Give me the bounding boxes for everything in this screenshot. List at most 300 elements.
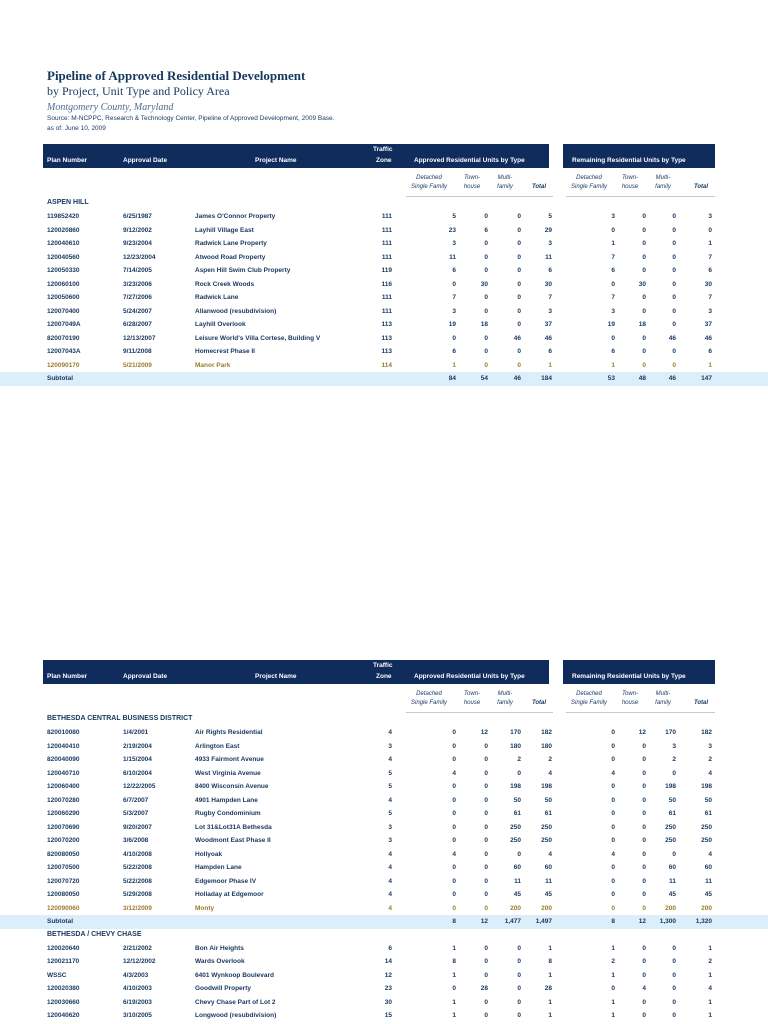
plan-number: 120090060 (47, 904, 80, 912)
approved-detached: 0 (452, 729, 456, 736)
col-remaining-group: Remaining Residential Units by Type (572, 673, 686, 680)
subtotal-remaining-multifamily: 1,300 (659, 918, 676, 925)
approved-total: 7 (548, 294, 552, 301)
report-header (47, 68, 334, 134)
project-name: Leisure World's Villa Cortese, Building V (195, 334, 321, 342)
traffic-zone: 12 (384, 971, 392, 979)
subheader-rule-approved (406, 196, 553, 197)
approval-date: 1/15/2004 (123, 756, 152, 763)
remaining-total: 2 (708, 958, 712, 965)
remaining-townhouse: 0 (642, 810, 646, 817)
approved-detached: 0 (452, 280, 456, 288)
remaining-multifamily: 0 (672, 280, 676, 288)
approved-total: 11 (545, 877, 552, 885)
approved-townhouse: 0 (484, 307, 488, 315)
approved-detached: 0 (452, 823, 456, 831)
project-name: Bon Air Heights (195, 944, 244, 952)
project-name: Longwood (resubdivision) (195, 1012, 277, 1019)
approved-total: 4 (548, 769, 552, 777)
remaining-total: 1 (708, 361, 712, 369)
remaining-detached: 19 (607, 321, 615, 328)
project-name: Edgemoor Phase IV (195, 877, 257, 885)
plan-number: 12007043A (47, 348, 81, 355)
approval-date: 5/22/2008 (123, 877, 152, 885)
remaining-townhouse: 0 (642, 796, 646, 804)
policy-area-name: BETHESDA / CHEVY CHASE (47, 930, 142, 938)
approved-detached: 0 (452, 796, 456, 804)
approval-date: 2/21/2002 (123, 944, 152, 952)
subtotal-approved-detached: 84 (448, 375, 456, 382)
table-row (0, 264, 768, 278)
approved-townhouse: 0 (484, 796, 488, 804)
subtotal-row (0, 372, 768, 386)
traffic-zone: 5 (388, 810, 392, 817)
traffic-zone: 4 (388, 904, 392, 912)
subheader-rule-remaining (566, 196, 715, 197)
table-row (0, 767, 768, 781)
subtotal-label: Subtotal (47, 375, 73, 382)
remaining-townhouse: 0 (642, 307, 646, 315)
sub-town-remaining: Town- house (621, 175, 639, 190)
remaining-multifamily: 0 (672, 958, 676, 965)
approved-detached: 0 (452, 891, 456, 898)
plan-number: 120060100 (47, 280, 80, 288)
table-row (0, 780, 768, 794)
approved-detached: 0 (452, 756, 456, 763)
approved-total: 1 (548, 971, 552, 979)
remaining-multifamily: 0 (672, 850, 676, 858)
approved-detached: 1 (452, 971, 456, 979)
plan-number: 120040620 (47, 1012, 80, 1019)
remaining-total: 182 (701, 729, 712, 736)
remaining-detached: 4 (611, 850, 615, 858)
approval-date: 3/10/2005 (123, 1012, 152, 1019)
plan-number: 120020380 (47, 985, 80, 992)
table-row (0, 942, 768, 956)
approved-multifamily: 61 (513, 810, 521, 817)
remaining-total: 1 (708, 1012, 712, 1019)
remaining-multifamily: 0 (672, 253, 676, 261)
remaining-detached: 0 (611, 729, 615, 736)
project-name: Layhill Village East (195, 226, 254, 234)
traffic-zone: 30 (384, 998, 392, 1006)
table-row (0, 278, 768, 292)
approved-detached: 0 (452, 783, 456, 790)
remaining-detached: 0 (611, 823, 615, 831)
approved-multifamily: 46 (513, 334, 521, 342)
subtotal-approved-townhouse: 12 (480, 918, 488, 925)
traffic-zone: 14 (384, 958, 392, 965)
approved-total: 29 (544, 226, 552, 234)
remaining-total: 60 (704, 864, 712, 871)
remaining-total: 1 (708, 944, 712, 952)
remaining-townhouse: 0 (642, 240, 646, 247)
traffic-zone: 4 (388, 796, 392, 804)
remaining-townhouse: 0 (642, 944, 646, 952)
subheader-rule-remaining (566, 712, 715, 713)
approved-townhouse: 30 (480, 280, 488, 288)
approval-date: 6/28/2007 (123, 321, 152, 328)
approved-townhouse: 0 (484, 971, 488, 979)
header-bar-main (43, 144, 549, 168)
traffic-zone: 3 (388, 742, 392, 750)
remaining-multifamily: 0 (672, 361, 676, 369)
approved-detached: 6 (452, 267, 456, 274)
approved-multifamily: 0 (517, 294, 521, 301)
approved-detached: 1 (452, 944, 456, 952)
approved-detached: 4 (452, 850, 456, 858)
approved-multifamily: 2 (517, 756, 521, 763)
remaining-detached: 0 (611, 837, 615, 844)
remaining-multifamily: 0 (672, 944, 676, 952)
approved-multifamily: 45 (513, 891, 521, 898)
approval-date: 9/20/2007 (123, 823, 152, 831)
remaining-total: 1 (708, 998, 712, 1006)
remaining-townhouse: 0 (642, 850, 646, 858)
approved-multifamily: 0 (517, 985, 521, 992)
project-name: James O'Connor Property (195, 213, 276, 220)
col-zone: Zone (376, 157, 392, 164)
traffic-zone: 111 (381, 253, 392, 261)
approved-townhouse: 18 (480, 321, 488, 328)
remaining-detached: 0 (611, 904, 615, 912)
approved-multifamily: 0 (517, 958, 521, 965)
table-row (0, 224, 768, 238)
traffic-zone: 4 (388, 756, 392, 763)
sub-detached-approved: Detached Single Family (410, 691, 447, 706)
plan-number: 120060400 (47, 783, 80, 790)
remaining-multifamily: 0 (672, 769, 676, 777)
traffic-zone: 4 (388, 891, 392, 898)
approved-detached: 23 (448, 226, 456, 234)
approved-total: 6 (548, 348, 552, 355)
approval-date: 9/23/2004 (123, 240, 152, 247)
plan-number: 120021170 (47, 958, 80, 965)
remaining-detached: 3 (611, 307, 615, 315)
remaining-total: 46 (704, 334, 712, 342)
subheader-rule-approved (406, 712, 553, 713)
approved-townhouse: 0 (484, 213, 488, 220)
remaining-multifamily: 170 (665, 729, 676, 736)
traffic-zone: 114 (381, 361, 392, 369)
county-name: Montgomery County, Maryland (47, 102, 174, 113)
approved-townhouse: 0 (484, 294, 488, 301)
plan-number: 820010080 (47, 729, 80, 736)
sub-multi-remaining: Multi- family (655, 691, 671, 706)
approved-detached: 0 (452, 864, 456, 871)
table-row (0, 955, 768, 969)
subtotal-approved-multifamily: 1,477 (504, 918, 521, 925)
remaining-total: 3 (708, 742, 712, 750)
remaining-detached: 0 (611, 742, 615, 750)
approved-detached: 1 (452, 998, 456, 1006)
table-row (0, 345, 768, 359)
remaining-multifamily: 0 (672, 240, 676, 247)
remaining-townhouse: 0 (642, 334, 646, 342)
unit-type-subheader (0, 690, 768, 710)
approved-total: 182 (541, 729, 552, 736)
subtotal-remaining-townhouse: 12 (638, 918, 646, 925)
approved-townhouse: 0 (484, 864, 488, 871)
remaining-total: 198 (701, 783, 712, 790)
approved-multifamily: 60 (513, 864, 521, 871)
remaining-townhouse: 0 (642, 877, 646, 885)
remaining-townhouse: 0 (642, 1012, 646, 1019)
remaining-detached: 6 (611, 267, 615, 274)
project-name: Rugby Condominium (195, 810, 261, 817)
remaining-detached: 1 (611, 971, 615, 979)
plan-number: 120040710 (47, 769, 80, 777)
approved-townhouse: 0 (484, 944, 488, 952)
traffic-zone: 3 (388, 823, 392, 831)
remaining-total: 30 (704, 280, 712, 288)
approved-townhouse: 0 (484, 998, 488, 1006)
traffic-zone: 116 (381, 280, 392, 288)
approval-date: 5/22/2008 (123, 864, 152, 871)
traffic-zone: 15 (384, 1012, 392, 1019)
sub-town-approved: Town- house (463, 175, 481, 190)
project-name: 8400 Wisconsin Avenue (195, 783, 269, 790)
remaining-multifamily: 200 (665, 904, 676, 912)
remaining-multifamily: 250 (665, 837, 676, 844)
header-bar-remaining (563, 660, 715, 684)
table-row (0, 210, 768, 224)
traffic-zone: 111 (381, 294, 392, 301)
remaining-total: 250 (701, 823, 712, 831)
remaining-total: 37 (704, 321, 712, 328)
plan-number: 120040410 (47, 742, 80, 750)
remaining-multifamily: 0 (672, 267, 676, 274)
remaining-townhouse: 0 (642, 361, 646, 369)
remaining-detached: 1 (611, 1012, 615, 1019)
table-header (0, 144, 768, 168)
approved-townhouse: 6 (484, 226, 488, 234)
plan-number: 120040610 (47, 240, 80, 247)
subtotal-row (0, 915, 768, 929)
approved-total: 1 (548, 1012, 552, 1019)
remaining-townhouse: 0 (642, 267, 646, 274)
traffic-zone: 113 (381, 348, 392, 355)
remaining-total: 4 (708, 985, 712, 992)
table-row (0, 237, 768, 251)
sub-detached-approved: Detached Single Family (410, 175, 447, 190)
plan-number: 820070190 (47, 334, 80, 342)
approved-townhouse: 0 (484, 253, 488, 261)
project-name: Goodwill Property (195, 985, 251, 992)
project-name: Hampden Lane (195, 864, 242, 871)
approved-detached: 0 (452, 837, 456, 844)
subtotal-remaining-multifamily: 46 (668, 375, 676, 382)
col-approved-group: Approved Residential Units by Type (414, 673, 525, 680)
approval-date: 5/21/2009 (123, 361, 152, 369)
approved-townhouse: 0 (484, 267, 488, 274)
plan-number: 120040560 (47, 253, 80, 261)
traffic-zone: 6 (388, 944, 392, 952)
remaining-multifamily: 2 (672, 756, 676, 763)
remaining-multifamily: 60 (668, 864, 676, 871)
sub-total-remaining: Total (693, 184, 709, 190)
approved-multifamily: 250 (510, 823, 521, 831)
approved-townhouse: 0 (484, 742, 488, 750)
approval-date: 6/25/1987 (123, 213, 152, 220)
col-traffic: Traffic (373, 146, 393, 153)
remaining-multifamily: 3 (672, 742, 676, 750)
approval-date: 5/29/2008 (123, 891, 152, 898)
approved-detached: 0 (452, 334, 456, 342)
remaining-detached: 0 (611, 891, 615, 898)
plan-number: 120060290 (47, 810, 80, 817)
table-row (0, 834, 768, 848)
plan-number: 820040090 (47, 756, 80, 763)
approved-townhouse: 0 (484, 783, 488, 790)
plan-number: 120070280 (47, 796, 80, 804)
remaining-total: 6 (708, 348, 712, 355)
remaining-total: 50 (704, 796, 712, 804)
traffic-zone: 111 (381, 240, 392, 247)
table-row (0, 794, 768, 808)
approved-detached: 4 (452, 769, 456, 777)
approval-date: 7/14/2005 (123, 267, 152, 274)
remaining-detached: 1 (611, 240, 615, 247)
subtotal-approved-total: 184 (541, 375, 552, 382)
remaining-townhouse: 0 (642, 756, 646, 763)
remaining-townhouse: 30 (638, 280, 646, 288)
plan-number: WSSC (47, 971, 67, 979)
approved-total: 1 (548, 361, 552, 369)
col-approved-group: Approved Residential Units by Type (414, 157, 525, 164)
traffic-zone: 5 (388, 769, 392, 777)
remaining-multifamily: 0 (672, 294, 676, 301)
table-row (0, 861, 768, 875)
traffic-zone: 111 (381, 213, 392, 220)
remaining-detached: 7 (611, 253, 615, 261)
remaining-multifamily: 11 (669, 877, 676, 885)
approved-detached: 3 (452, 240, 456, 247)
remaining-detached: 3 (611, 213, 615, 220)
remaining-townhouse: 0 (642, 904, 646, 912)
traffic-zone: 23 (384, 985, 392, 992)
table-row (0, 1009, 768, 1023)
approved-total: 50 (544, 796, 552, 804)
report-subtitle: by Project, Unit Type and Policy Area (47, 84, 230, 98)
header-bar-main (43, 660, 549, 684)
col-plan-number: Plan Number (47, 673, 88, 680)
approved-townhouse: 0 (484, 891, 488, 898)
remaining-townhouse: 0 (642, 998, 646, 1006)
table-row (0, 359, 768, 373)
sub-total-approved: Total (531, 184, 547, 190)
project-name: Holladay at Edgemoor (195, 891, 264, 898)
col-remaining-group: Remaining Residential Units by Type (572, 157, 686, 164)
remaining-total: 4 (708, 850, 712, 858)
approval-date: 2/19/2004 (123, 742, 152, 750)
project-name: Wards Overlook (195, 958, 245, 965)
table-row (0, 821, 768, 835)
project-name: Aspen Hill Swim Club Property (195, 267, 291, 274)
approved-townhouse: 0 (484, 904, 488, 912)
remaining-multifamily: 45 (668, 891, 676, 898)
approved-multifamily: 50 (513, 796, 521, 804)
approved-townhouse: 28 (480, 985, 488, 992)
approval-date: 12/12/2002 (123, 958, 156, 965)
header-bar-remaining (563, 144, 715, 168)
approved-multifamily: 180 (510, 742, 521, 750)
approved-detached: 0 (452, 810, 456, 817)
remaining-multifamily: 0 (672, 348, 676, 355)
remaining-multifamily: 0 (672, 985, 676, 992)
table-row (0, 753, 768, 767)
project-name: Rock Creek Woods (195, 280, 255, 288)
traffic-zone: 113 (381, 334, 392, 342)
remaining-detached: 0 (611, 280, 615, 288)
project-name: Woodmont East Phase II (195, 837, 271, 844)
table-row (0, 332, 768, 346)
approved-total: 1 (548, 944, 552, 952)
approved-townhouse: 0 (484, 769, 488, 777)
approval-date: 6/7/2007 (123, 796, 149, 804)
remaining-detached: 0 (611, 985, 615, 992)
project-name: 6401 Wynkoop Boulevard (195, 971, 274, 979)
approved-total: 5 (548, 213, 552, 220)
subtotal-approved-townhouse: 54 (480, 375, 488, 382)
plan-number: 820080050 (47, 850, 80, 858)
approved-multifamily: 0 (517, 1012, 521, 1019)
traffic-zone: 113 (381, 321, 392, 328)
table-row (0, 291, 768, 305)
remaining-total: 1 (708, 971, 712, 979)
remaining-total: 0 (708, 226, 712, 234)
approved-total: 60 (544, 864, 552, 871)
subtotal-remaining-townhouse: 48 (638, 375, 646, 382)
approved-total: 250 (541, 837, 552, 844)
plan-number: 120020860 (47, 226, 80, 234)
approved-townhouse: 0 (484, 756, 488, 763)
approval-date: 9/11/2008 (123, 348, 152, 355)
remaining-townhouse: 0 (642, 958, 646, 965)
col-traffic: Traffic (373, 662, 393, 669)
sub-multi-approved: Multi- family (497, 691, 513, 706)
remaining-total: 2 (708, 756, 712, 763)
remaining-townhouse: 0 (642, 823, 646, 831)
project-name: Atwood Road Property (195, 253, 266, 261)
approved-total: 45 (544, 891, 552, 898)
remaining-detached: 2 (611, 958, 615, 965)
remaining-townhouse: 0 (642, 891, 646, 898)
remaining-total: 7 (708, 294, 712, 301)
approved-detached: 7 (452, 294, 456, 301)
remaining-detached: 0 (611, 756, 615, 763)
plan-number: 120050330 (47, 267, 80, 274)
col-project-name: Project Name (255, 673, 297, 680)
remaining-multifamily: 0 (672, 998, 676, 1006)
approved-townhouse: 0 (484, 810, 488, 817)
approved-total: 61 (544, 810, 552, 817)
remaining-townhouse: 0 (642, 253, 646, 261)
subtotal-label: Subtotal (47, 918, 73, 925)
remaining-detached: 1 (611, 944, 615, 952)
remaining-multifamily: 0 (672, 307, 676, 315)
approved-multifamily: 0 (517, 971, 521, 979)
sub-town-approved: Town- house (463, 691, 481, 706)
remaining-townhouse: 0 (642, 864, 646, 871)
project-name: Layhill Overlook (195, 321, 246, 328)
approved-total: 28 (544, 985, 552, 992)
traffic-zone: 119 (381, 267, 392, 274)
remaining-detached: 0 (611, 877, 615, 885)
approved-multifamily: 250 (510, 837, 521, 844)
subtotal-approved-total: 1,497 (535, 918, 552, 925)
table-row (0, 982, 768, 996)
